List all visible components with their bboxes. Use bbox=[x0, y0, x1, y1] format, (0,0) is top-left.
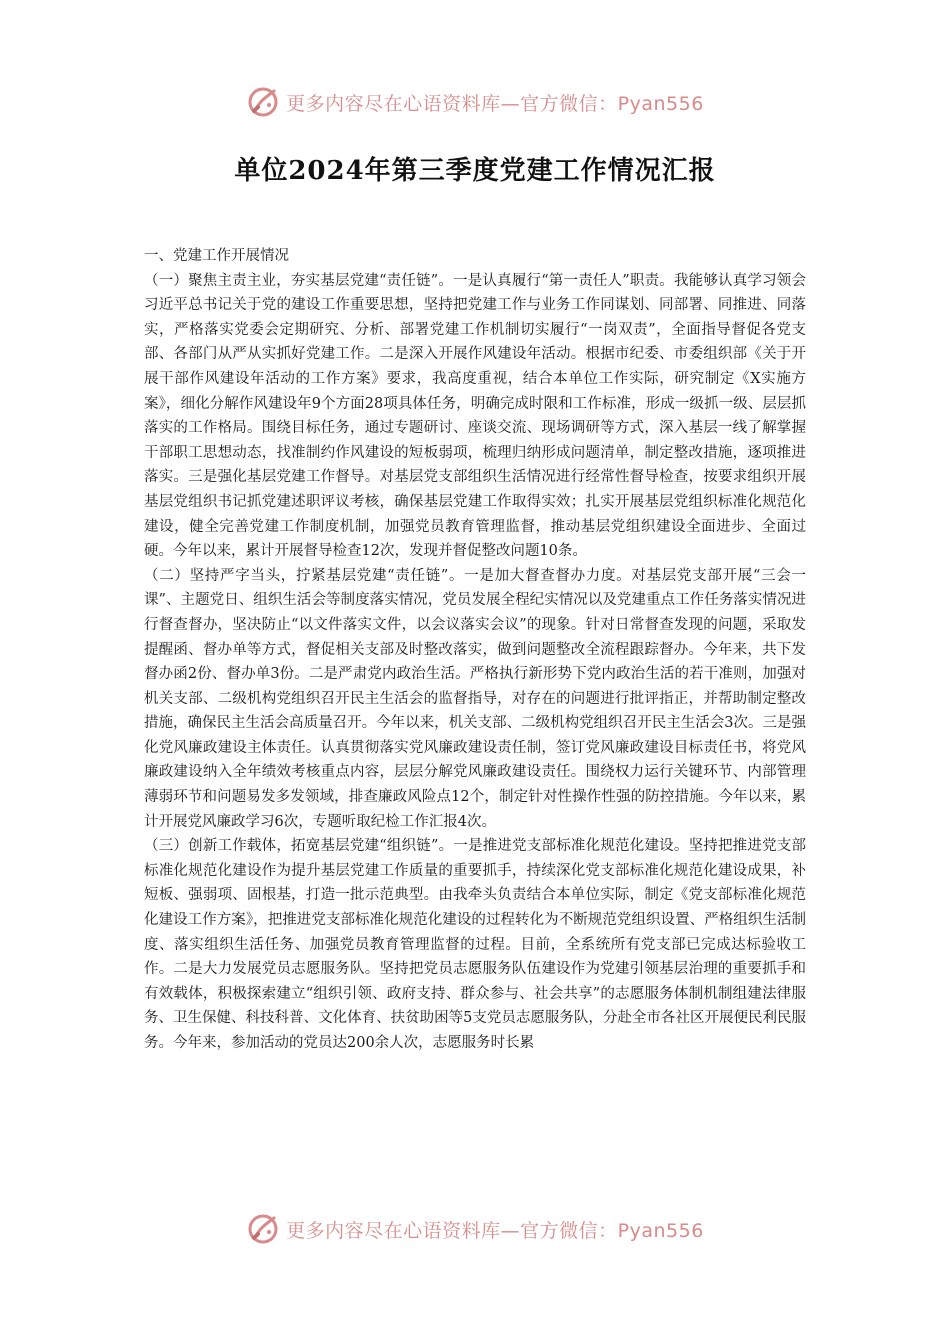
brush-logo-icon bbox=[246, 1212, 280, 1246]
paragraph-3: （三）创新工作载体，拓宽基层党建“组织链”。一是推进党支部标准化规范化建设。坚持把推进党支部标准化规范化建设作为提升基层党建工作质量的重要抓手，持续深化党支部标准化规范化建设成果，补短板、强弱项、固根基，打造一批示范典型。由我牵头负责结合本单位实际，制定《党支部标准化规范化建设工作方案》，把推进党支部标准化规范化建设的过程转化为不断规范党组织设置、严格组织生活制度、落实组织生活任务、加强党员教育管理监督的过程。目前，全系统所有党支部已完成达标验收工作。二是大力发展党员志愿服务队。坚持把党员志愿服务队伍建设作为党建引领基层治理的重要抓手和有效载体，积极探索建立“组织引领、政府支持、群众参与、社会共享”的志愿服务体制机制组建法律服务、卫生保健、科技科普、文化体育、扶贫助困等5支党员志愿服务队，分赴全市各社区开展便民利民服务。今年来，参加活动的党员达200余人次，志愿服务时长累 bbox=[144, 838, 806, 1051]
paragraph-2: （二）坚持严字当头，拧紧基层党建“责任链”。一是加大督查督办力度。对基层党支部开展“三会一课”、主题党日、组织生活会等制度落实情况，党员发展全程纪实情况以及党建重点工作任务落实情况进行督查督办，坚决防止“以文件落实文件，以会议落实会议”的现象。针对日常督查发现的问题，采取发提醒函、督办单等方式，督促相关支部及时整改落实，做到问题整改全流程跟踪督办。今年来，共下发督办函2份、督办单3份。二是严肃党内政治生活。严格执行新形势下党内政治生活的若干准则，加强对机关支部、二级机构党组织召开民主生活会的监督指导，对存在的问题进行批评指正，并帮助制定整改措施，确保民主生活会高质量召开。今年以来，机关支部、二级机构党组织召开民主生活会3次。三是强化党风廉政建设主体责任。认真贯彻落实党风廉政建设责任制，签订党风廉政建设目标责任书，将党风廉政建设纳入全年绩效考核重点内容，层层分解党风廉政建设责任。围绕权力运行关键环节、内部管理薄弱环节和问题易发多发领域，排查廉政风险点12个，制定针对性操作性强的防控措施。今年以来，累计开展党风廉政学习6次，专题听取纪检工作汇报4次。 bbox=[144, 567, 806, 830]
document-body bbox=[144, 244, 806, 1056]
paragraph-1: （一）聚焦主责主业，夯实基层党建“责任链”。一是认真履行“第一责任人”职责。我能够认真学习领会习近平总书记关于党的建设工作重要思想，坚持把党建工作与业务工作同谋划、同部署、同推进、同落实，严格落实党委会定期研究、分析、部署党建工作机制切实履行“一岗双责”，全面指导督促各党支部、各部门从严从实抓好党建工作。二是深入开展作风建设年活动。根据市纪委、市委组织部《关于开展干部作风建设年活动的工作方案》要求，我高度重视，结合本单位工作实际，研究制定《X实施方案》，细化分解作风建设年9个方面28项具体任务，明确完成时限和工作标准，形成一级抓一级、层层抓落实的工作格局。围绕目标任务，通过专题研讨、座谈交流、现场调研等方式，深入基层一线了解掌握干部职工思想动态，找准制约作风建设的短板弱项，梳理归纳形成问题清单，制定整改措施，逐项推进落实。三是强化基层党建工作督导。对基层党支部组织生活情况进行经常性督导检查，按要求组织开展基层党组织书记抓党建述职评议考核，确保基层党建工作取得实效；扎实开展基层党组织标准化规范化建设，健全完善党建工作制度机制，加强党员教育管理监督，推动基层党组织建设全面进步、全面过硬。今年以来，累计开展督导检查12次，发现并督促整改问题10条。 bbox=[144, 272, 806, 560]
watermark-text: 更多内容尽在心语资料库—官方微信：Pyan556 bbox=[286, 1219, 704, 1242]
brush-logo-icon bbox=[246, 85, 280, 119]
page-title: 单位2024年第三季度党建工作情况汇报 bbox=[234, 156, 716, 186]
watermark-banner-bottom bbox=[0, 1209, 950, 1249]
section-heading: 一、党建工作开展情况 bbox=[144, 248, 289, 264]
watermark-banner-top bbox=[0, 82, 950, 122]
watermark-text: 更多内容尽在心语资料库—官方微信：Pyan556 bbox=[286, 92, 704, 115]
